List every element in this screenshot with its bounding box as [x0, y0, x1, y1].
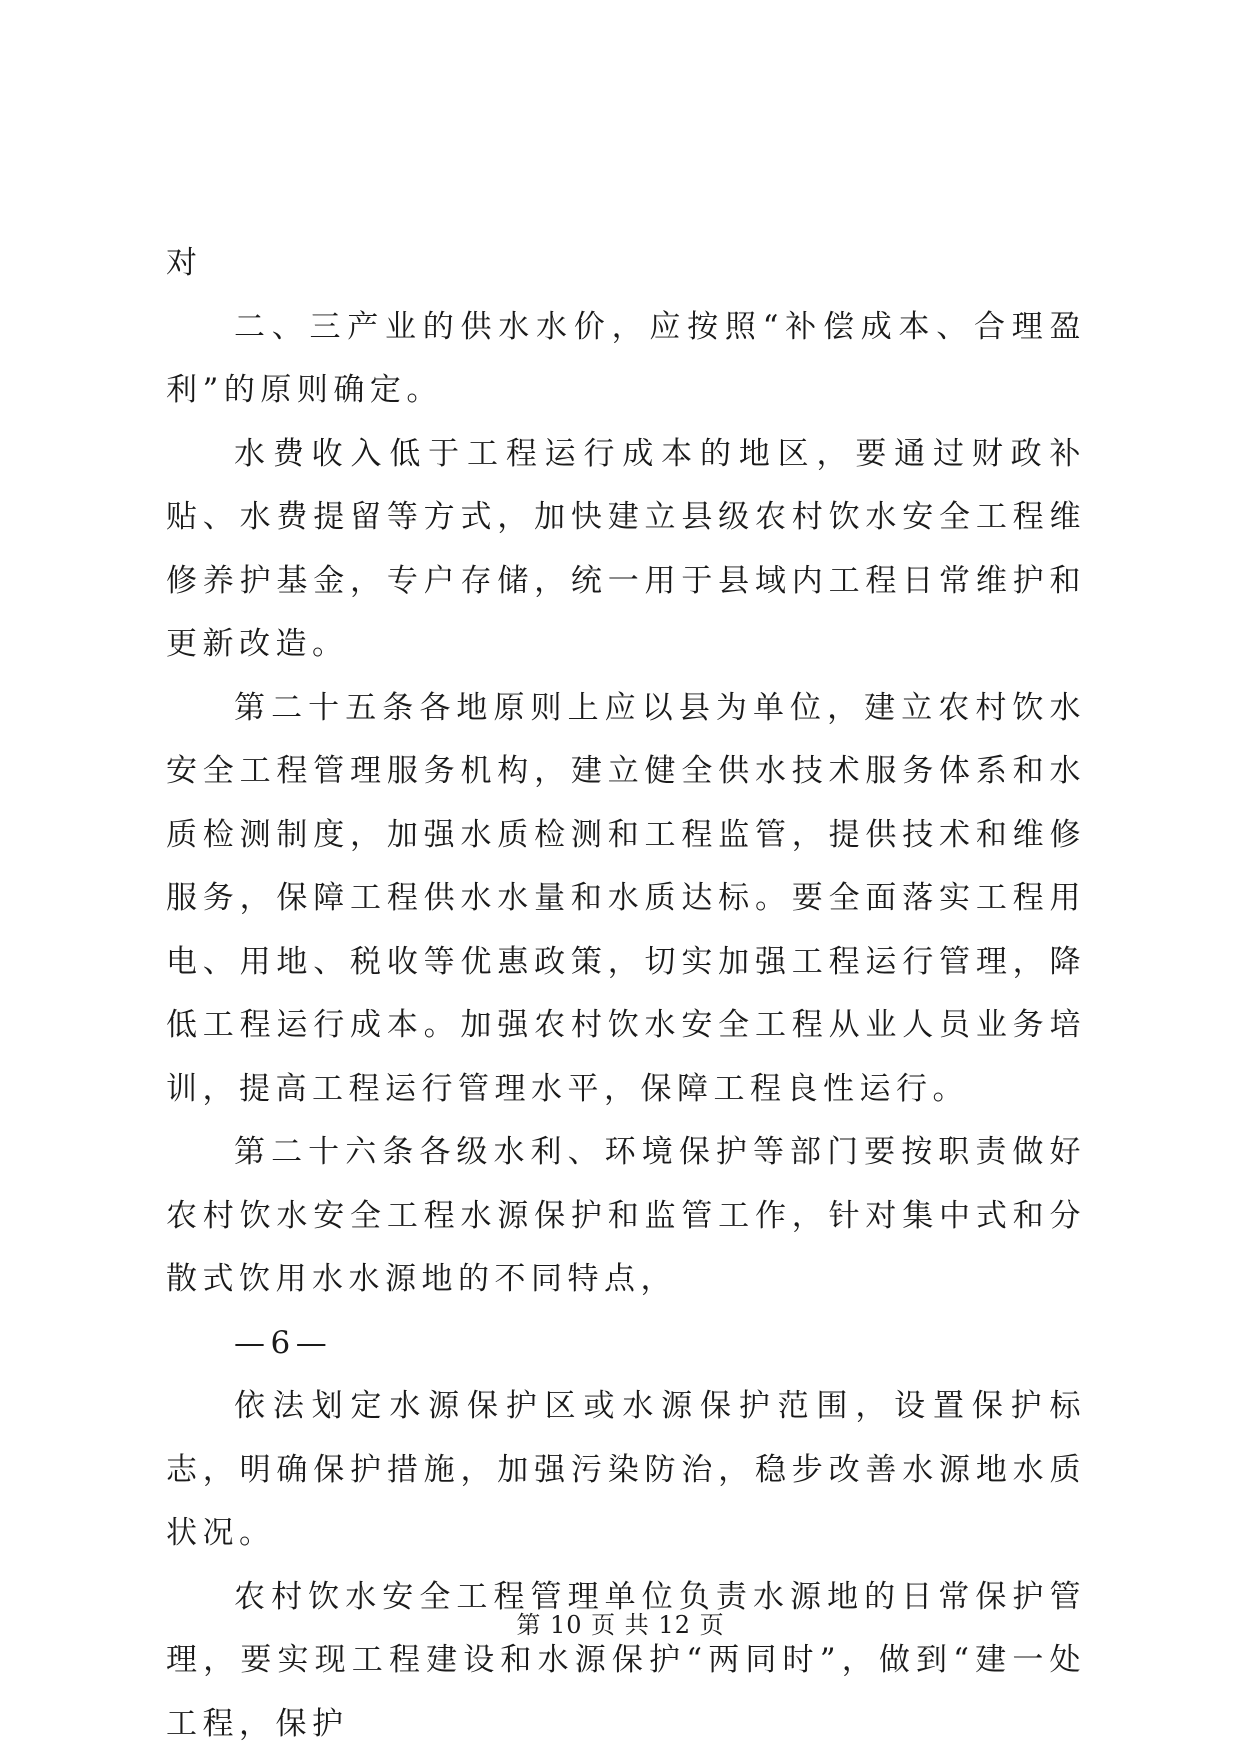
- paragraph-6: 依法划定水源保护区或水源保护范围，设置保护标志，明确保护措施，加强污染防治，稳步改善水源地水质状况。: [166, 1375, 1086, 1566]
- paragraph-0: 对: [166, 232, 1086, 296]
- document-body: [166, 232, 1086, 1756]
- page-footer: 第 10 页 共 12 页: [0, 1605, 1241, 1640]
- inline-page-marker: —6—: [166, 1312, 1086, 1376]
- paragraph-3: 第二十五条各地原则上应以县为单位，建立农村饮水安全工程管理服务机构，建立健全供水技术服务体系和水质检测制度，加强水质检测和工程监管，提供技术和维修服务，保障工程供水水量和水质达标。要全面落实工程用电、用地、税收等优惠政策，切实加强工程运行管理，降低工程运行成本。加强农村饮水安全工程从业人员业务培训，提高工程运行管理水平，保障工程良性运行。: [166, 677, 1086, 1122]
- paragraph-1: 二、三产业的供水水价，应按照“补偿成本、合理盈利”的原则确定。: [166, 296, 1086, 423]
- paragraph-4: 第二十六条各级水利、环境保护等部门要按职责做好农村饮水安全工程水源保护和监管工作，针对集中式和分散式饮用水水源地的不同特点，: [166, 1121, 1086, 1312]
- paragraph-7: 农村饮水安全工程管理单位负责水源地的日常保护管理，要实现工程建设和水源保护“两同时”，做到“建一处工程，保护: [166, 1566, 1086, 1756]
- paragraph-2: 水费收入低于工程运行成本的地区，要通过财政补贴、水费提留等方式，加快建立县级农村饮水安全工程维修养护基金，专户存储，统一用于县域内工程日常维护和更新改造。: [166, 423, 1086, 677]
